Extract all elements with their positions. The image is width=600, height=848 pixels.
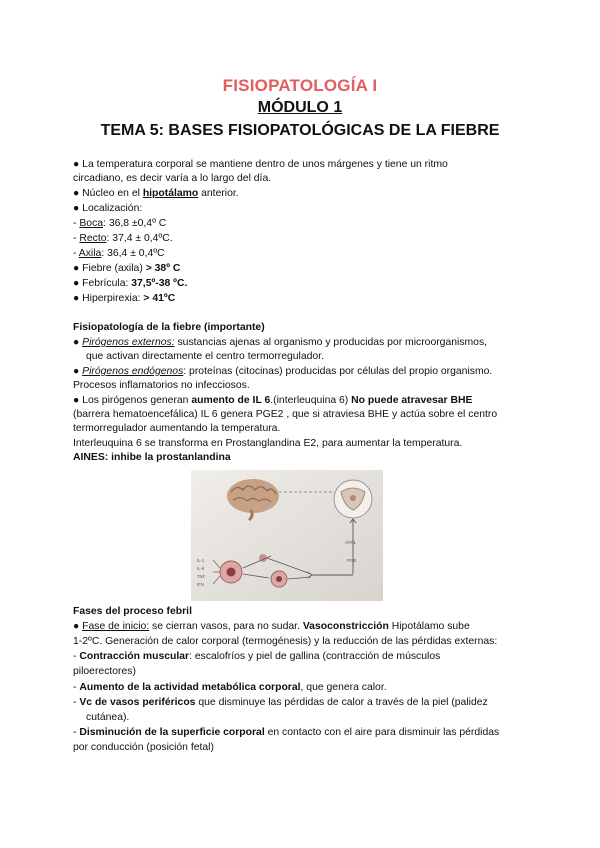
module-heading: MÓDULO 1 [257, 99, 343, 116]
localization-line: ● Localización: [73, 203, 143, 214]
il6-text: ● Los pirógenos generan [73, 395, 192, 406]
vasoconstriccion-term: Vasoconstricción [302, 621, 389, 632]
fase-inicio-tail: Hipotálamo sube [388, 621, 470, 632]
figure-label-tnf: TNF [197, 574, 206, 579]
dash: - [73, 727, 80, 738]
axila-dash: - [73, 248, 79, 259]
superficie-text: en contacto con el aire para disminuir las pérdidas [264, 727, 500, 738]
recto-value: : 37,4 ± 0,4ºC. [106, 233, 173, 244]
figure-label-pge: PGE [347, 558, 357, 563]
febricula-label: ● Febrícula: [73, 278, 132, 289]
pirogenos-externos-line-2: que activan directamente el centro termorregulador. [86, 351, 324, 362]
interleuquina-line: Interleuquina 6 se transforma en Prostanglandina E2, para aumentar la temperatura. [73, 438, 463, 449]
fever-pathway-figure [191, 470, 383, 601]
recto-label: Recto [79, 233, 107, 244]
superficie-line-2: por conducción (posición fetal) [73, 742, 214, 753]
pirogenos-externos-line [73, 336, 487, 349]
aines-line: AINES: inhibe la prostanlandina [73, 452, 231, 463]
recto-line [73, 232, 173, 245]
boca-line [73, 217, 166, 230]
fever-pathway-diagram [191, 470, 383, 601]
boca-label: Boca [79, 218, 104, 229]
axila-label: Axila [78, 248, 102, 259]
fiebre-value: > 38º C [145, 263, 181, 274]
topic-heading: TEMA 5: BASES FISIOPATOLÓGICAS DE LA FIEBRE [100, 122, 500, 139]
dash: - [73, 682, 80, 693]
hiperpirexia-line [73, 292, 175, 305]
pirogenos-endogenos-line-2: Procesos inflamatorios no infecciosos. [73, 380, 250, 391]
metabolica-term: Aumento de la actividad metabólica corporal [79, 682, 301, 693]
dash: - [73, 697, 80, 708]
il6-paren: .(interleuquina 6) [270, 395, 352, 406]
superficie-term: Disminución de la superficie corporal [79, 727, 265, 738]
axila-value: : 36,4 ± 0,4ºC [101, 248, 165, 259]
vc-term: Vc de vasos periféricos [79, 697, 196, 708]
figure-label-il1: IL-1 [197, 558, 205, 563]
figure-label-atp1: ATP1 [345, 540, 356, 545]
vc-text: que disminuye las pérdidas de calor a través de la piel (palidez [195, 697, 488, 708]
febricula-line [73, 277, 187, 290]
contraccion-line [73, 650, 440, 663]
pirogenos-externos-label: Pirógenos externos: [82, 337, 175, 348]
fase-inicio-line [73, 620, 470, 633]
axila-line [73, 247, 165, 260]
fisio-heading: Fisiopatología de la fiebre (importante) [73, 322, 265, 333]
pirogenos-endogenos-line [73, 365, 492, 378]
immune-cell-2 [271, 571, 287, 587]
nucleus-tail: anterior. [198, 188, 239, 199]
metabolica-line [73, 681, 387, 694]
immune-cell-1 [220, 561, 242, 583]
fiebre-label: ● Fiebre (axila) [73, 263, 146, 274]
hiperpirexia-value: > 41ºC [143, 293, 176, 304]
boca-value: : 36,8 ±0,4º C [103, 218, 167, 229]
hypothalamus-term: hipotálamo [142, 188, 199, 199]
il6-line-3: termorregulador aumentando la temperatura. [73, 423, 281, 434]
il6-bold: aumento de IL 6 [191, 395, 271, 406]
hiperpirexia-label: ● Hiperpirexia: [73, 293, 144, 304]
fase-inicio-line-2: 1-2ºC. Generación de calor corporal (termogénesis) y la reducción de las pérdidas externas: [73, 636, 498, 647]
bullet: ● [73, 337, 83, 348]
pirogenos-endogenos-text: : proteínas (citocinas) producidas por células del propio organismo. [183, 366, 493, 377]
vc-line-2: cutánea). [86, 712, 130, 723]
fase-inicio-label: Fase de inicio: [82, 621, 150, 632]
nucleus-text: ● Núcleo en el [73, 188, 143, 199]
hypothalamus-magnified [334, 480, 372, 518]
boca-dash: - [73, 218, 80, 229]
figure-label-il6: IL-6 [197, 566, 205, 571]
superficie-line [73, 726, 499, 739]
pirogenos-externos-text: sustancias ajenas al organismo y producidas por microorganismos, [174, 337, 488, 348]
fase-inicio-text: se cierran vasos, para no sudar. [149, 621, 303, 632]
il6-line [73, 394, 472, 407]
contraccion-line-2: piloerectores) [73, 666, 136, 677]
contraccion-term: Contracción muscular [79, 651, 190, 662]
il6-line-2: (barrera hematoencefálica) IL 6 genera PGE2 , que si atraviesa BHE y actúa sobre el centro [73, 409, 498, 420]
bullet: ● [73, 621, 83, 632]
intro-line-2: circadiano, es decir varía a lo largo del día. [73, 173, 272, 184]
bullet: ● [73, 366, 83, 377]
bhe-bold: No puede atravesar BHE [351, 395, 473, 406]
intro-line-1: ● La temperatura corporal se mantiene dentro de unos márgenes y tiene un ritmo [73, 159, 448, 170]
figure-label-ifn: IFN [197, 582, 204, 587]
nucleus-line [73, 187, 239, 200]
fiebre-line [73, 262, 180, 275]
febricula-value: 37,5º-38 ºC. [131, 278, 188, 289]
metabolica-text: , que genera calor. [300, 682, 387, 693]
fases-heading: Fases del proceso febril [73, 606, 192, 617]
vc-line [73, 696, 488, 709]
dash: - [73, 651, 80, 662]
recto-dash: - [73, 233, 80, 244]
document-title: FISIOPATOLOGÍA I [222, 76, 378, 95]
contraccion-text: : escalofríos y piel de gallina (contracción de músculos [189, 651, 441, 662]
pirogenos-endogenos-label: Pirógenos endógenos [82, 366, 184, 377]
